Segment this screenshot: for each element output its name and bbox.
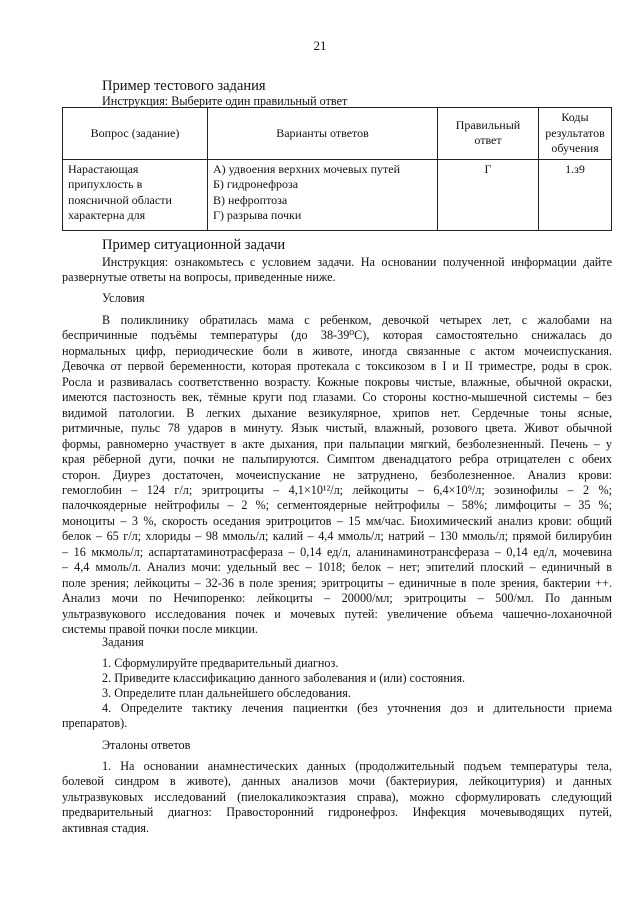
question-line: характерна для: [68, 208, 146, 222]
conditions-line: – 4,4 ммоль/л. Анализ мочи: удельный вес – 1018; белок – нет; эпителий плоский – единичный в: [62, 560, 612, 575]
conditions-line: ритмичные, пульс 78 ударов в минуту. Язык чистый, влажный, розового цвета. Живот обычной: [62, 421, 612, 436]
header-correct-line: ответ: [474, 133, 502, 148]
conditions-line: беспричинные подъёмы температуры (до 38-39⁰С), которая самостоятельно снижалась до: [62, 328, 612, 343]
header-codes-line: результатов: [545, 125, 605, 140]
answer-1-paragraph: [62, 759, 612, 836]
option-b: Б) гидронефроза: [213, 177, 299, 191]
answer-1-line: ультразвуковых исследований (пиелокаликоэктазия справа), можно сформулировать следующий: [62, 789, 612, 804]
answers-label: Эталоны ответов: [102, 738, 191, 752]
test-instruction: Инструкция: Выберите один правильный ответ: [102, 94, 348, 108]
answer-1-line: предварительный диагноз: Правосторонний гидронефроз. Инфекция мочевыводящих путей,: [62, 805, 612, 820]
situational-instruction: [62, 255, 612, 286]
question-line: поясничной области: [68, 192, 172, 207]
conditions-line: нормальных цифр, периодические боли в животе, иногда связанные с актом мочеиспускания.: [62, 343, 612, 358]
conditions-line: палочкоядерные нейтрофилы – 2 %; сегментоядерные нейтрофилы – 58%; лимфоциты – 35 %;: [62, 498, 612, 513]
conditions-line: формы, равномерно участвует в акте дыхания, при пальпации мягкий, безболезненный. Печень – у: [62, 436, 612, 451]
conditions-line: Девочка от первой беременности, которая протекала с токсикозом в I и II триместре, роды в срок.: [62, 359, 612, 374]
code-cell: 1.з9: [539, 159, 612, 230]
task-4-line: 4. Определите тактику лечения пациентки (без уточнения доз и длительности приема: [102, 701, 612, 715]
test-table: [62, 107, 612, 231]
header-correct-line: Правильный: [455, 117, 521, 132]
header-codes: [539, 108, 612, 160]
answer-1-line: активная стадия.: [62, 820, 150, 835]
header-codes-line: Коды: [561, 110, 589, 124]
conditions-line: ультразвукового исследования почек и мочевых путей: увеличение объема чашечно-лоханочной: [62, 606, 612, 621]
test-table-row: [63, 159, 612, 230]
conditions-line: сторон. Диурез достаточен, мочеиспускание не затруднено, безболезненное. Анализ крови:: [62, 467, 612, 482]
options-cell: [208, 159, 438, 230]
header-codes-line: обучения: [551, 141, 599, 155]
question-line: припухлость в: [68, 177, 143, 191]
task-item: 1. Сформулируйте предварительный диагноз.: [102, 656, 339, 670]
conditions-line: края рёберной дуги, почки не пальпируются. Симптом двенадцатого ребра отрицателен с обеих: [62, 452, 612, 467]
conditions-line: белок – 65 г/л; хлориды – 98 ммоль/л; калий – 4,4 ммоль/л; натрий – 130 ммоль/л; прямой билирубин: [62, 529, 612, 544]
conditions-line: Росла и развивалась соответственно возрасту. Кожные покровы чистые, влажные, обычной окраски,: [62, 374, 612, 389]
conditions-line: В поликлинику обратилась мама с ребенком, девочкой четырех лет, с жалобами на: [102, 313, 612, 327]
conditions-label: Условия: [102, 291, 145, 305]
header-question: Вопрос (задание): [63, 108, 208, 160]
conditions-line: моноциты – 3 %, скорость оседания эритроцитов – 15 мм/час. Биохимический анализ крови: общий: [62, 513, 612, 528]
instruction-line: Инструкция: ознакомьтесь с условием задачи. На основании полученной информации дайте: [102, 255, 612, 269]
conditions-line: гемоглобин – 124 г/л; эритроциты – 4,1×10¹²/л; лейкоциты – 6,4×10⁹/л; эозинофилы – 2 %;: [62, 482, 612, 497]
answer-1-line: 1. На основании анамнестических данных (продолжительный подъем температуры тела,: [102, 759, 612, 773]
answer-1-line: болевой синдром в животе), данных анализов мочи (бактериурия, лейкоцитурия) и данных: [62, 774, 612, 789]
task-item: 2. Приведите классификацию данного заболевания и (или) состояния.: [102, 671, 466, 685]
header-options: Варианты ответов: [208, 108, 438, 160]
conditions-line: Анализ мочи по Нечипоренко: лейкоциты – 20000/мл; эритроциты – 500/мл. По данным: [62, 591, 612, 606]
option-a: А) удвоения верхних мочевых путей: [213, 161, 400, 176]
correct-answer-cell: Г: [438, 159, 539, 230]
header-correct: [438, 108, 539, 160]
task-item: 3. Определите план дальнейшего обследования.: [102, 686, 351, 700]
conditions-line: системы правой почки после микции.: [62, 622, 258, 637]
conditions-paragraph: [62, 313, 612, 638]
option-d: Г) разрыва почки: [213, 208, 302, 222]
conditions-line: – 16 мкмоль/л; аспартатаминотрасфераза – 0,14 ед/л, аланинаминотрансфераза – 0,14 ед/л, мочевина: [62, 544, 612, 559]
conditions-line: видимой патологии. В легких дыхание везикулярное, хрипов нет. Сердечные тоны ясные,: [62, 405, 612, 420]
task-4-line: препаратов).: [62, 716, 128, 731]
test-example-title: Пример тестового задания: [102, 78, 266, 94]
tasks-label: Задания: [102, 635, 144, 649]
task-4: [62, 701, 612, 732]
question-line: Нарастающая: [68, 161, 139, 176]
page-number: 21: [313, 38, 327, 53]
instruction-line: развернутые ответы на вопросы, приведенные ниже.: [62, 270, 336, 285]
conditions-line: поле зрения; лейкоциты – 32-36 в поле зрения; эритроциты – единичные в поле зрения, бактерии ++.: [62, 575, 612, 590]
conditions-line: имеются пастозность век, тёмные круги под глазами. Со стороны костно-мышечной системы – без: [62, 390, 612, 405]
test-table-header-row: [63, 108, 612, 160]
question-cell: [63, 159, 208, 230]
option-c: В) нефроптоза: [213, 192, 288, 207]
situational-title: Пример ситуационной задачи: [102, 237, 286, 253]
